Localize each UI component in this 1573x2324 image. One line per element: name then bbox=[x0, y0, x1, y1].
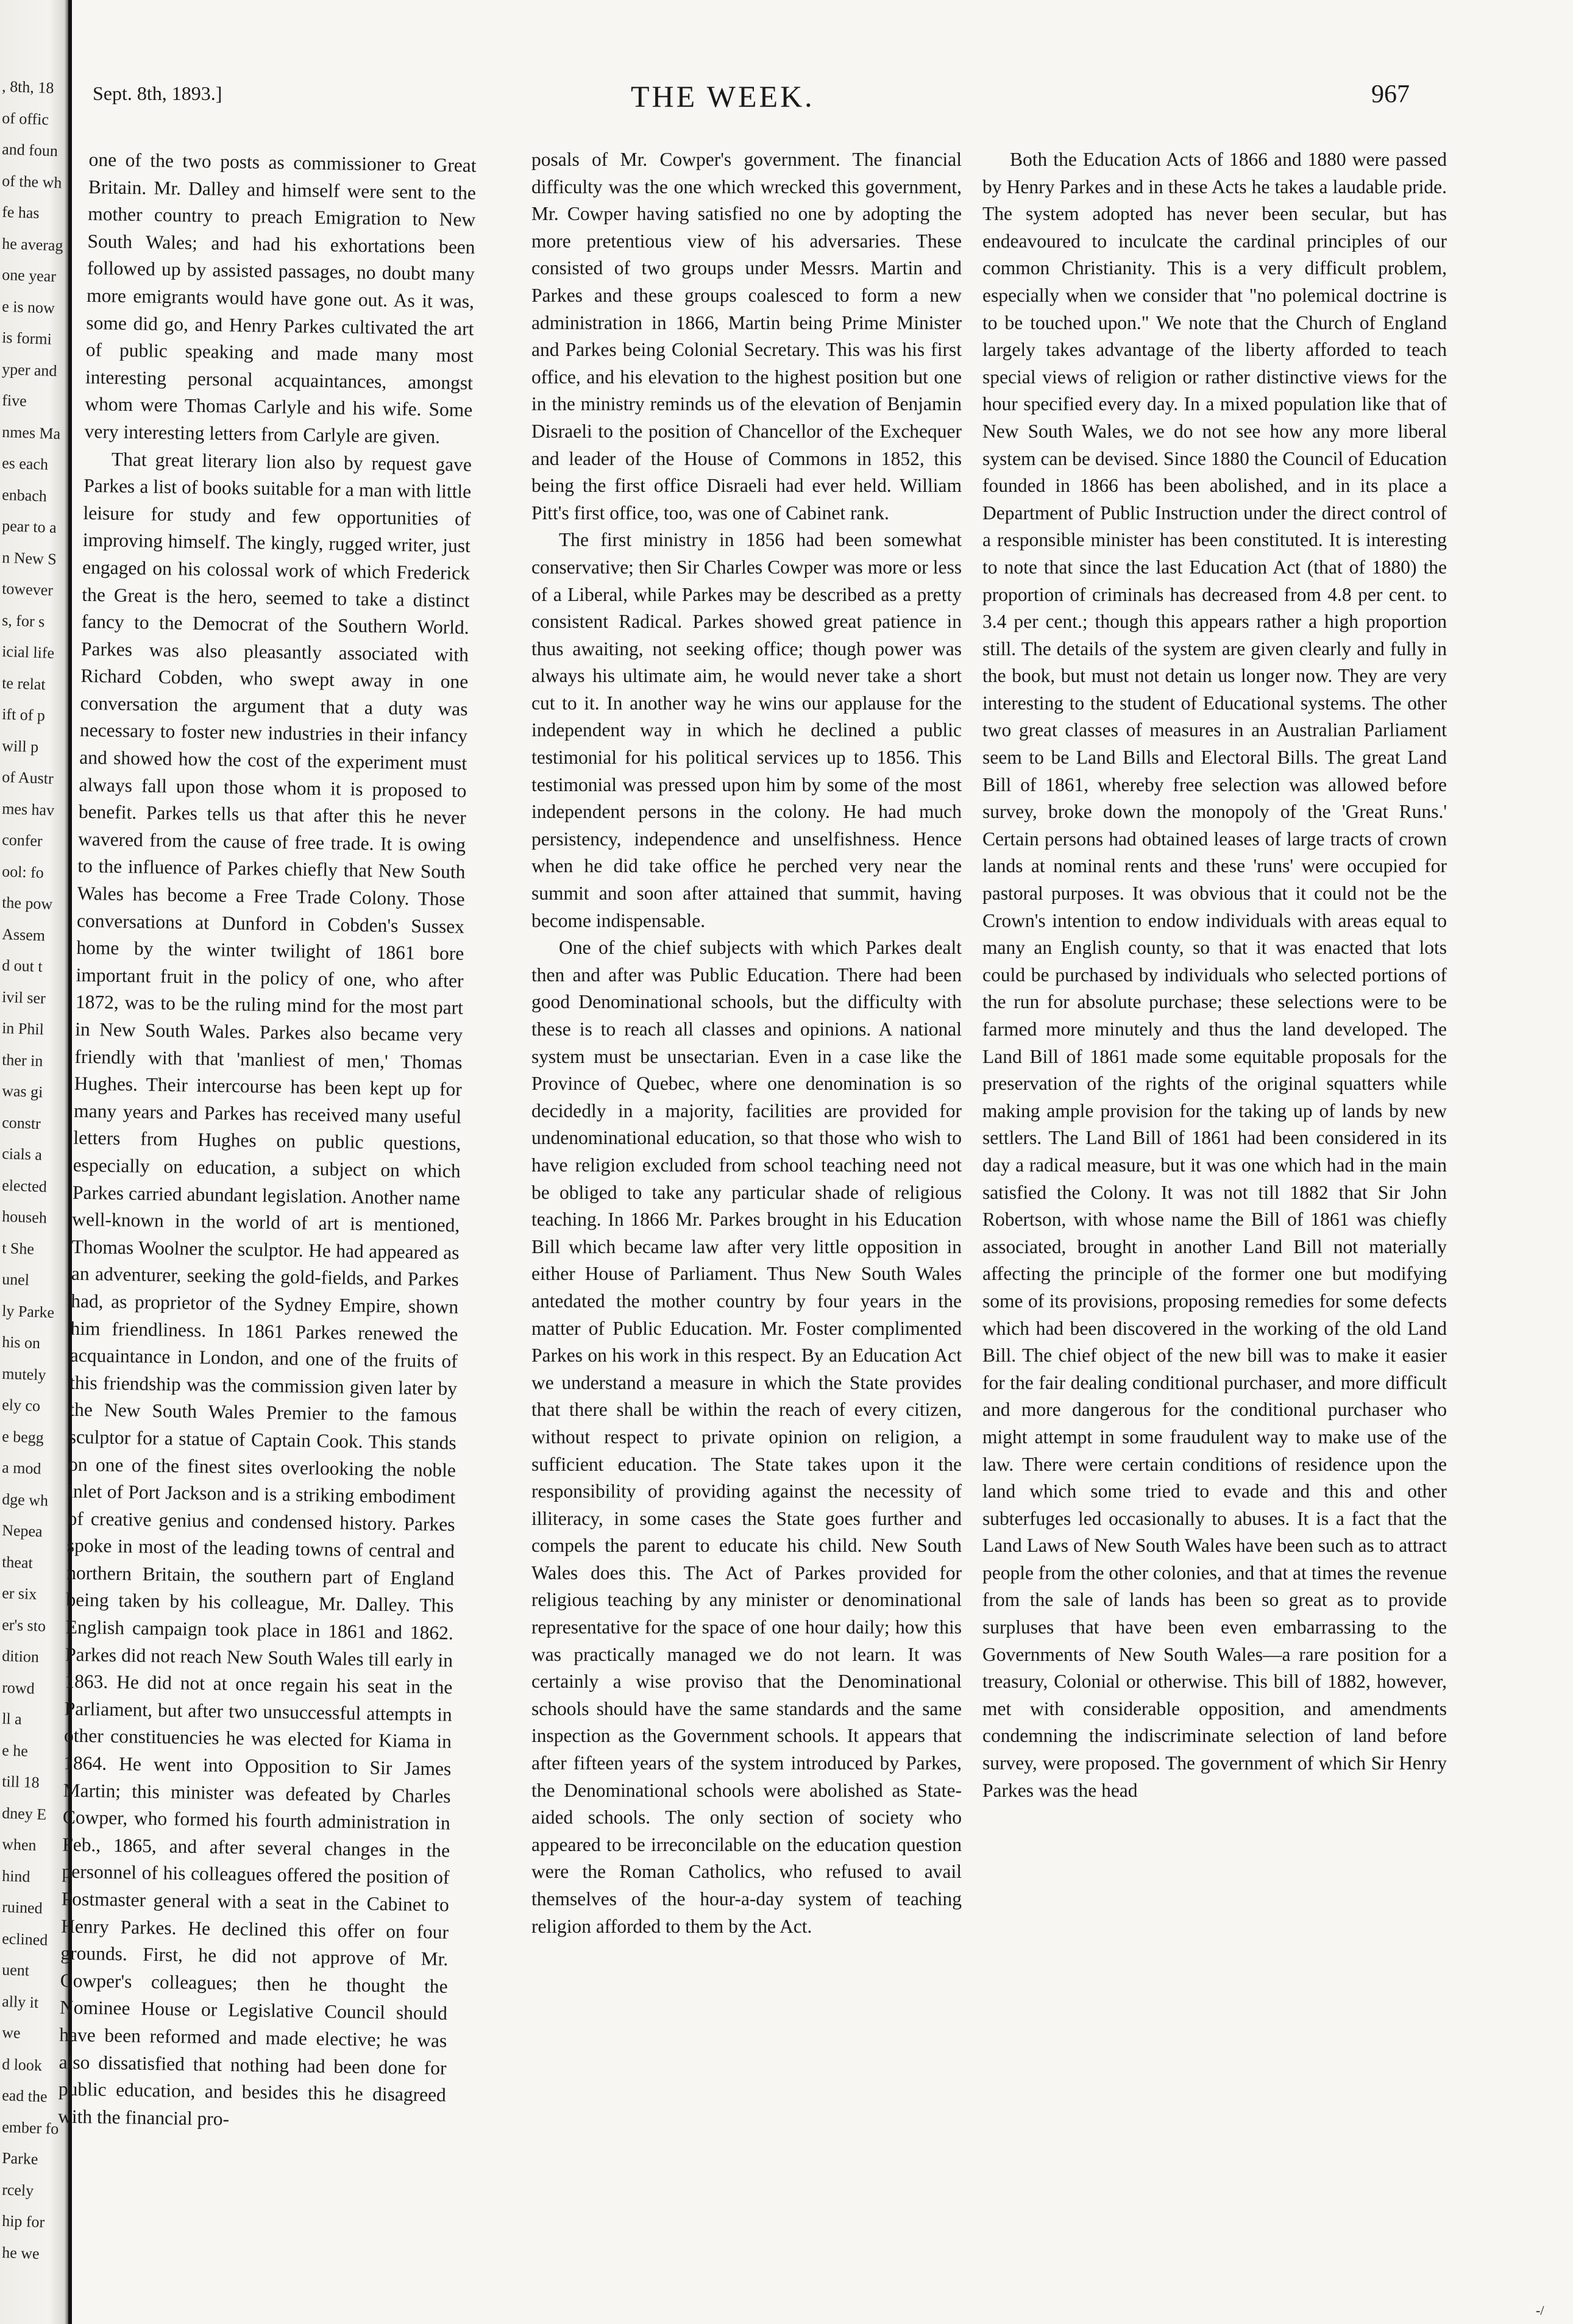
margin-fragment: yper and bbox=[1, 360, 57, 380]
margin-fragment: uent bbox=[1, 1960, 30, 1980]
margin-fragment: in Phil bbox=[1, 1018, 44, 1039]
margin-fragment: mutely bbox=[1, 1364, 46, 1384]
margin-fragment: d look bbox=[1, 2055, 43, 2074]
margin-fragment: ivil ser bbox=[1, 987, 46, 1007]
margin-fragment: a mod bbox=[1, 1458, 41, 1478]
margin-fragment: pear to a bbox=[1, 516, 57, 537]
footer-mark: -/ bbox=[1536, 2303, 1544, 2318]
paragraph: one of the two posts as commissioner to Great Britain. Mr. Dalley and himself were sent to the mother country to preach Emigration to New South Wales; and had his exhortations been followed up by assisted passages, no doubt many more emigrants would have gone out. As it was, some did go, and Henry Parkes cultivated the art of public speaking and made many most interesting personal acquaintances, amongst whom were Thomas Carlyle and his wife. Some very interesting letters from Carlyle are given. bbox=[84, 148, 477, 448]
margin-fragment: ift of p bbox=[1, 705, 46, 725]
paragraph: The first ministry in 1856 had been somewhat conservative; then Sir Charles Cowper was more or less of a Liberal, while Parkes may be described as a pretty consistent Radical. Parkes showed great patience in thus awaiting, not seeking office; though power was always his ultimate aim, he would never take a short cut to it. In another way he wins our applause for the independent way in which he declined a public testimonial for his political services up to 1856. This testimonial was pressed upon him by some of the most independent persons in the colony. He had much persistency, independence and unselfishness. Hence when he did take office he perched very near the summit and soon after attained that summit, having become indispensable. bbox=[531, 529, 962, 931]
margin-fragment: , 8th, 18 bbox=[1, 77, 54, 97]
margin-fragment: rcely bbox=[1, 2180, 34, 2200]
margin-fragment: enbach bbox=[1, 485, 48, 505]
margin-fragment: mes hav bbox=[1, 799, 55, 819]
margin-fragment: of the wh bbox=[1, 171, 62, 191]
margin-fragment: e is now bbox=[1, 297, 55, 317]
margin-fragment: Nepea bbox=[1, 1521, 43, 1541]
margin-fragment: dge wh bbox=[1, 1490, 49, 1510]
margin-fragment: icial life bbox=[1, 642, 55, 662]
margin-fragment: n New S bbox=[1, 548, 57, 568]
margin-fragment: the pow bbox=[1, 893, 53, 913]
margin-fragment: eclined bbox=[1, 1929, 48, 1949]
margin-fragment: ally it bbox=[1, 1992, 39, 2011]
margin-fragment: one year bbox=[1, 265, 57, 286]
margin-fragment: er's sto bbox=[1, 1615, 46, 1635]
margin-fragment: dition bbox=[1, 1646, 40, 1666]
margin-fragment: ther in bbox=[1, 1050, 43, 1070]
margin-fragment: Assem bbox=[1, 925, 46, 944]
paragraph: That great literary lion also by request gave Parkes a list of books suitable for a man with little leisure for study and few opportunities of improving himself. The kingly, rugged writer, just engaged on his colossal work of which Frederick the Great is the hero, seemed to take a distinct fancy to the Democrat of the Southern World. Parkes was also pleasantly associated with Richard Cobden, who swept away in one conversation the argument that a duty was necessary to foster new industries in their infancy and showed how the cost of the experiment must always fall upon those whom it is proposed to benefit. Parkes tells us that after this he never wavered from the cause of free trade. It is owing to the influence of Parkes chiefly that New South Wales has become a Free Trade Colony. Those conversations at Dunford in Cobden's Sussex home by the winter twilight of 1861 bore important fruit in the policy of one, who after 1872, was to be the ruling mind for the most part in New South Wales. Parkes also became very friendly with that 'manliest of men,' Thomas Hughes. Their intercourse has been kept up for many years and Parkes has received many useful letters from Hughes on public questions, especially on education, a subject on which Parkes carried abundant legislation. Another name well-known in the world of art is mentioned, Thomas Woolner the sculptor. He had appeared as an adventurer, seeking the gold-fields, and Parkes had, as proprietor of the Sydney Empire, shown him friendliness. In 1861 Parkes renewed the acquaintance in London, and one of the fruits of this friendship was the commission given later by the New South Wales Premier to the famous sculptor for a statue of Captain Cook. This stands on one of the finest sites overlooking the noble inlet of Port Jackson and is a striking embodiment of creative genius and condensed history. Parkes spoke in most of the leading towns of central and northern Britain, the southern part of England being taken by his colleague, Mr. Dalley. This English campaign took place in 1861 and 1862. Parkes did not reach New South Wales till early in 1863. He did not at once regain his seat in the Parliament, but after two unsuccessful attempts in other constituencies he was elected for Kiama in 1864. He went into Opposition to Sir James Martin; this minister was defeated by Charles Cowper, who formed his fourth administration in Feb., 1865, and after several changes in the personnel of his colleagues offered the position of Postmaster general with a seat in the Cabinet to Henry Parkes. He declined this offer on four grounds. First, he did not approve of Mr. Cowper's colleagues; then he thought the Nominee House or Legislative Council should have been reformed and made elective; he was also dissatisfied that nothing had been done for public education, and besides this he disagreed with the financial pro- bbox=[57, 448, 472, 2130]
margin-fragment: five bbox=[1, 391, 27, 410]
margin-fragment: we bbox=[1, 2023, 21, 2042]
margin-fragment: Parke bbox=[1, 2148, 38, 2169]
margin-fragment: cials a bbox=[1, 1144, 43, 1164]
margin-fragment: was gi bbox=[1, 1081, 43, 1101]
header-date: Sept. 8th, 1893.] bbox=[93, 82, 222, 104]
page-number: 967 bbox=[1371, 80, 1410, 108]
paragraph: posals of Mr. Cowper's government. The financial difficulty was the one which wrecked this government, Mr. Cowper having satisfied no one by adopting the more pretentious view of his adversaries. These consisted of two groups under Messrs. Martin and Parkes and these groups coalesced to form a new administration in 1866, Martin being Prime Minister and Parkes being Colonial Secretary. This was his first office, and his elevation to the highest position but one in the ministry reminds us of the elevation of Benjamin Disraeli to the position of Chancellor of the Exchequer and leader of the House of Commons in 1852, this being the first office Disraeli had ever held. William Pitt's first office, too, was one of Cabinet rank. bbox=[531, 149, 962, 524]
margin-fragment: when bbox=[1, 1835, 37, 1854]
margin-fragment: ly Parke bbox=[1, 1301, 55, 1321]
margin-fragment: confer bbox=[1, 830, 43, 850]
margin-fragment: es each bbox=[1, 453, 49, 474]
margin-fragment: e begg bbox=[1, 1427, 44, 1446]
margin-fragment: and foun bbox=[1, 140, 59, 160]
margin-fragment: househ bbox=[1, 1207, 48, 1227]
margin-fragment: dney E bbox=[1, 1803, 47, 1824]
margin-fragment: elected bbox=[1, 1176, 48, 1196]
paragraph: Both the Education Acts of 1866 and 1880 were passed by Henry Parkes and in these Acts he takes a laudable pride. The system adopted has never been secular, but has endeavoured to inculcate the cardinal principles of our common Christianity. This is a very difficult problem, especially when we consider that "no polemical doctrine is to be touched upon." We note that the Church of England largely takes advantage of the liberty afforded to teach special views of religion or rather distinctive views for the hour specified every day. In a mixed population like that of New South Wales, we do not see how any more liberal system can be devised. Since 1880 the Council of Education founded in 1866 has been abolished, and in its place a Department of Public Instruction under the direct control of a responsible minister has been constituted. It is interesting to note that since the last Education Act (that of 1880) the proportion of criminals has decreased from 4.8 per cent. to 3.4 per cent.; though this appears rather a high proportion still. The details of the system are given clearly and fully in the book, but must not detain us longer now. They are very interesting to the student of Educational systems. The other two great classes of measures in an Australian Parliament seem to be Land Bills and Electoral Bills. The great Land Bill of 1861, whereby free selection was allowed before survey, broke down the monopoly of the 'Great Runs.' Certain persons had obtained leases of large tracts of crown lands at nominal rents and these 'runs' were occupied for pastoral purposes. It was obvious that it could not be the Crown's intention to endow individuals with areas equal to many an English county, so that it was enacted that lots could be purchased by individuals who selected portions of the run for absolute purchase; these selections were to be farmed more minutely and thus the land developed. The Land Bill of 1861 made some equitable proposals for the preservation of the rights of the original squatters while making ample provision for the taking up of lands by new settlers. The Land Bill of 1861 had been considered in its day a radical measure, but it was one which had in the main satisfied the Colony. It was not till 1882 that Sir John Robertson, with whose name the Bill of 1861 was chiefly associated, brought in another Land Bill not materially affecting the principle of the former one but modifying some of its provisions, proposing remedies for some defects which had been discovered in the working of the old Land Bill. The chief object of the new bill was to make it easier for the fair dealing conditional purchaser, and more difficult and more dangerous for the conditional purchaser who might attempt in some fraudulent way to make use of the law. There were certain conditions of residence upon the land which some tried to evade and this and other subterfuges led occasionally to abuses. It is a fact that the Land Laws of New South Wales have been such as to attract people from the other colonies, and that at times the revenue from the sale of lands has been so great as to provide surpluses that have been even embarrassing to the Governments of New South Wales—a rare position for a treasury, Colonial or otherwise. This bill of 1882, however, met with considerable opposition, and amendments condemning the indiscriminate selection of land before survey, were proposed. The government of which Sir Henry Parkes was the head bbox=[982, 149, 1447, 1801]
margin-fragment: he averag bbox=[1, 234, 64, 254]
margin-fragment: ead the bbox=[1, 2086, 48, 2106]
margin-fragment: hind bbox=[1, 1866, 30, 1886]
margin-fragment: theat bbox=[1, 1552, 34, 1572]
margin-fragment: of Austr bbox=[1, 767, 54, 787]
margin-fragment: constr bbox=[1, 1113, 41, 1132]
margin-fragment: ool: fo bbox=[1, 862, 44, 881]
margin-fragment: towever bbox=[1, 579, 54, 599]
margin-fragment: hip for bbox=[1, 2211, 45, 2231]
margin-fragment: till 18 bbox=[1, 1772, 40, 1792]
running-header bbox=[91, 79, 1432, 125]
paragraph: One of the chief subjects with which Parkes dealt then and after was Public Education. There had been good Denominational schools, but the difficulty with these is to reach all classes and opinions. A national system must be unsectarian. Even in a case like the Province of Quebec, where one denomination is so decidedly in a majority, facilities are provided for undenominational education, so that those who wish to have religion excluded from school teaching need not be obliged to take any particular shade of religious teaching. In 1866 Mr. Parkes brought in his Education Bill which became law after very little opposition in either House of Parliament. Thus New South Wales antedated the mother country by four years in the matter of Public Education. Mr. Foster complimented Parkes on his work in this respect. By an Education Act we understand a measure in which the State provides that there shall be within the reach of every citizen, without respect to private opinion on religion, a sufficient education. The State takes upon it the responsibility of providing against the necessity of illiteracy, in some cases the State goes further and compels the parent to educate his child. New South Wales does this. The Act of Parkes provided for religious teaching by any minister or denominational representative for the space of one hour daily; how this was practically managed we do not learn. It was certainly a wise proviso that the Denominational schools should have the same standards and the same inspection as the Government schools. It appears that after fifteen years of the system introduced by Parkes, the Denominational schools were abolished as State-aided schools. The only section of society who appeared to be irreconcilable on the education question were the Roman Catholics, who refused to avail themselves of the hour-a-day system of teaching religion afforded to them by the Act. bbox=[531, 937, 962, 1937]
margin-fragment: ely co bbox=[1, 1395, 41, 1415]
margin-fragment: will p bbox=[1, 736, 39, 756]
margin-fragment: rowd bbox=[1, 1678, 35, 1697]
margin-fragment: d out t bbox=[1, 956, 43, 976]
margin-fragment: he we bbox=[1, 2243, 40, 2262]
margin-fragment: te relat bbox=[1, 673, 46, 693]
margin-fragment: e he bbox=[1, 1741, 29, 1760]
text-column-3 bbox=[982, 146, 1447, 1804]
publication-title: THE WEEK. bbox=[631, 79, 815, 113]
margin-fragment: fe has bbox=[1, 202, 40, 222]
margin-fragment: ruined bbox=[1, 1897, 43, 1917]
margin-fragment: nmes Ma bbox=[1, 422, 61, 442]
margin-fragment: of offic bbox=[1, 108, 49, 129]
margin-fragment: is formi bbox=[1, 328, 52, 348]
margin-fragment: his on bbox=[1, 1332, 41, 1352]
margin-fragment: unel bbox=[1, 1270, 30, 1289]
margin-fragment: ember fo bbox=[1, 2117, 59, 2137]
text-column-1 bbox=[58, 146, 477, 2136]
adjacent-page-margin bbox=[0, 0, 70, 2324]
text-column-2 bbox=[531, 146, 962, 1940]
margin-fragment: ll a bbox=[1, 1709, 23, 1729]
margin-fragment: er six bbox=[1, 1583, 37, 1603]
margin-fragment: t She bbox=[1, 1238, 35, 1258]
margin-fragment: s, for s bbox=[1, 611, 45, 630]
